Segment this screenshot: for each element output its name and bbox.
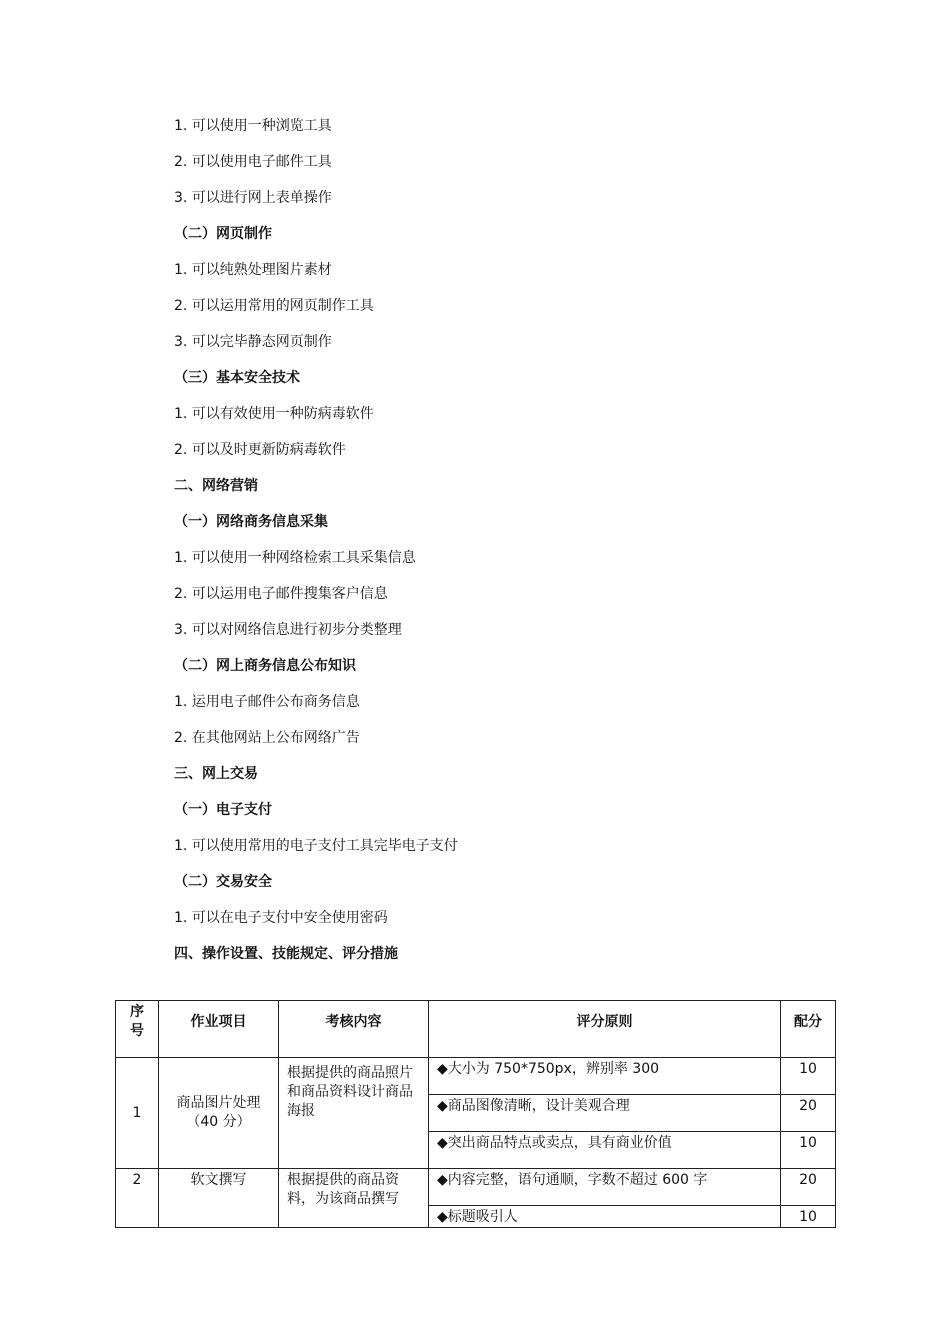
section-heading: （一）电子支付 [174,802,272,818]
text-line: 2. 可以运用电子邮件搜集客户信息 [174,586,388,602]
row-index: 1 [116,1058,159,1169]
row-criterion-score: 10 [781,1206,836,1228]
row-criterion: ◆内容完整，语句通顺，字数不超过 600 字 [429,1169,781,1206]
row-criterion: ◆突出商品特点或卖点，具有商业价值 [429,1132,781,1169]
text-line: 1. 可以使用常用的电子支付工具完毕电子支付 [174,838,458,854]
table-header-row [116,1001,836,1058]
row-criterion: ◆商品图像清晰，设计美观合理 [429,1095,781,1132]
text-line: 1. 运用电子邮件公布商务信息 [174,694,360,710]
header-item: 作业项目 [159,1001,279,1058]
row-criterion-score: 20 [781,1169,836,1206]
chapter-heading: 三、网上交易 [174,766,258,782]
row-index: 2 [116,1169,159,1228]
scoring-table [115,1000,836,1228]
text-line: 2. 可以及时更新防病毒软件 [174,442,346,458]
text-line: 2. 可以使用电子邮件工具 [174,154,332,170]
text-line: 2. 在其他网站上公布网络广告 [174,730,360,746]
section-heading: （二）网上商务信息公布知识 [174,658,356,674]
chapter-heading: 四、操作设置、技能规定、评分措施 [174,946,398,962]
row-criterion-score: 10 [781,1132,836,1169]
text-line: 3. 可以进行网上表单操作 [174,190,332,206]
row-criterion-score: 20 [781,1095,836,1132]
row-criterion-score: 10 [781,1058,836,1095]
text-line: 3. 可以对网络信息进行初步分类整理 [174,622,402,638]
header-index [116,1001,159,1058]
row-item: 软文撰写 [159,1169,279,1228]
text-line: 1. 可以使用一种网络检索工具采集信息 [174,550,416,566]
chapter-heading: 二、网络营销 [174,478,258,494]
row-content: 根据提供的商品照片和商品资料设计商品海报 [279,1058,429,1169]
text-line: 1. 可以有效使用一种防病毒软件 [174,406,374,422]
section-heading: （一）网络商务信息采集 [174,514,328,530]
text-line: 3. 可以完毕静态网页制作 [174,334,332,350]
header-score: 配分 [781,1001,836,1058]
section-heading: （三）基本安全技术 [174,370,300,386]
text-line: 1. 可以使用一种浏览工具 [174,118,332,134]
row-item: 商品图片处理（40 分） [159,1058,279,1169]
header-content: 考核内容 [279,1001,429,1058]
table-row [116,1058,836,1095]
text-line: 2. 可以运用常用的网页制作工具 [174,298,374,314]
table-row [116,1169,836,1206]
text-line: 1. 可以纯熟处理图片素材 [174,262,332,278]
section-heading: （二）交易安全 [174,874,272,890]
row-content: 根据提供的商品资料，为该商品撰写 [279,1169,429,1228]
header-index-label: 序号 [130,1004,144,1039]
row-criterion: ◆标题吸引人 [429,1206,781,1228]
section-heading: （二）网页制作 [174,226,272,242]
row-criterion: ◆大小为 750*750px，辨别率 300 [429,1058,781,1095]
text-line: 1. 可以在电子支付中安全使用密码 [174,910,388,926]
header-criteria: 评分原则 [429,1001,781,1058]
